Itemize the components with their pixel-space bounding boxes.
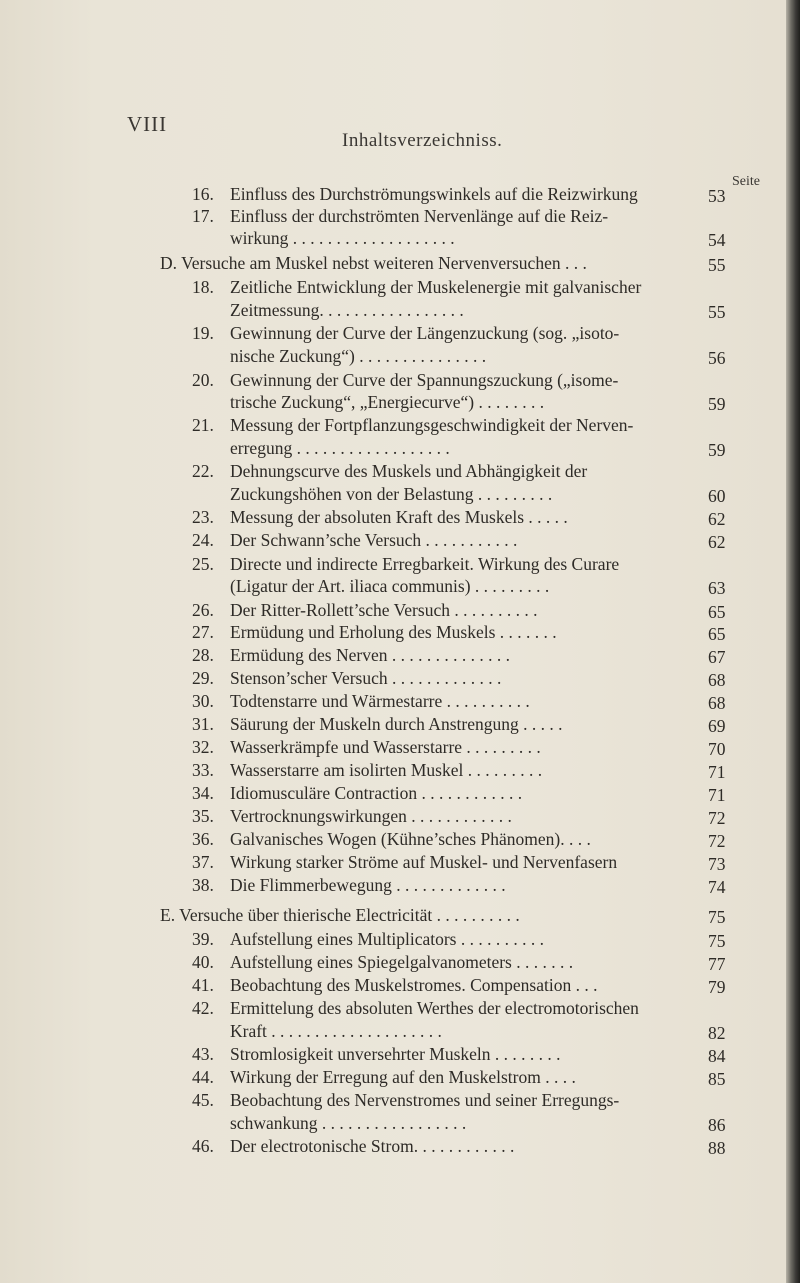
toc-entry-title: Wasserstarre am isolirten Muskel . . . . . . . . . [230, 760, 543, 780]
toc-entry-page: 68 [708, 670, 726, 690]
toc-entry-title: Dehnungscurve des Muskels und Abhängigkeit der [230, 461, 588, 481]
toc-entry-number: 29. [192, 668, 214, 688]
toc-entry-title: Galvanisches Wogen (Kühne’sches Phänomen). . . . [230, 829, 591, 849]
toc-entry-number: 33. [192, 760, 214, 780]
toc-entry-page: 59 [708, 440, 726, 460]
toc-entry-page: 86 [708, 1115, 726, 1135]
toc-entry-page: 73 [708, 854, 726, 874]
toc-entry-title: Messung der absoluten Kraft des Muskels . . . . . [230, 507, 568, 527]
toc-entry-number: 22. [192, 461, 214, 481]
toc-entry-title-continued: schwankung . . . . . . . . . . . . . . . . . [230, 1113, 467, 1133]
toc-entry-number: 42. [192, 998, 214, 1018]
toc-entry-title-continued: nische Zuckung“) . . . . . . . . . . . . . . . [230, 346, 487, 366]
toc-entry-page: 70 [708, 739, 726, 759]
toc-entry-page: 55 [708, 255, 726, 275]
toc-entry-number: 37. [192, 852, 214, 872]
toc-entry-number: 25. [192, 554, 214, 574]
toc-entry-page: 75 [708, 931, 726, 951]
toc-entry-page: 85 [708, 1069, 726, 1089]
toc-entry-page: 59 [708, 394, 726, 414]
toc-entry-title: Wirkung starker Ströme auf Muskel- und Nervenfasern [230, 852, 618, 872]
toc-entry-page: 71 [708, 762, 726, 782]
toc-entry-title-continued: (Ligatur der Art. iliaca communis) . . . . . . . . . [230, 576, 550, 596]
toc-entry-page: 54 [708, 230, 726, 250]
toc-entry-title: Wirkung der Erregung auf den Muskelstrom . . . . [230, 1067, 576, 1087]
toc-entry-page: 72 [708, 808, 726, 828]
toc-entry-page: 62 [708, 509, 726, 529]
toc-entry-page: 88 [708, 1138, 726, 1158]
toc-entry-title: Beobachtung des Muskelstromes. Compensation . . . [230, 975, 598, 995]
toc-entry-title: Vertrocknungswirkungen . . . . . . . . . . . . [230, 806, 512, 826]
toc-entry-title: Säurung der Muskeln durch Anstrengung . . . . . [230, 714, 563, 734]
toc-entry-title-continued: Zuckungshöhen von der Belastung . . . . . . . . . [230, 484, 553, 504]
toc-entry-title: Directe und indirecte Erregbarkeit. Wirkung des Curare [230, 554, 620, 574]
toc-entry-title: Der Schwann’sche Versuch . . . . . . . . . . . [230, 530, 518, 550]
toc-entry-title: Gewinnung der Curve der Spannungszuckung („isome- [230, 370, 619, 390]
toc-entry-page: 75 [708, 907, 726, 927]
toc-entry-title: Ermüdung des Nerven . . . . . . . . . . . . . . [230, 645, 510, 665]
toc-entry-number: 30. [192, 691, 214, 711]
toc-entry-page: 62 [708, 532, 726, 552]
toc-entry-page: 53 [708, 186, 726, 206]
toc-entry-page: 68 [708, 693, 726, 713]
toc-entry-number: 21. [192, 415, 214, 435]
toc-entry-page: 67 [708, 647, 726, 667]
toc-entry-page: 60 [708, 486, 726, 506]
toc-entry-title: Stenson’scher Versuch . . . . . . . . . . . . . [230, 668, 502, 688]
toc-entry-number: 17. [192, 206, 214, 226]
toc-entry-number: 43. [192, 1044, 214, 1064]
section-heading-d: D. Versuche am Muskel nebst weiteren Nervenversuchen . . . [160, 253, 587, 273]
toc-entry-page: 63 [708, 578, 726, 598]
toc-entry-number: 24. [192, 530, 214, 550]
toc-entry-number: 45. [192, 1090, 214, 1110]
toc-entry-number: 28. [192, 645, 214, 665]
toc-entry-number: 23. [192, 507, 214, 527]
toc-entry-title-continued: Kraft . . . . . . . . . . . . . . . . . . . . [230, 1021, 442, 1041]
toc-entry-number: 20. [192, 370, 214, 390]
toc-entry-number: 16. [192, 184, 214, 204]
toc-entry-title-continued: trische Zuckung“, „Energiecurve“) . . . . . . . . [230, 392, 545, 412]
toc-entry-title: Idiomusculäre Contraction . . . . . . . . . . . . [230, 783, 523, 803]
toc-entry-title: Der Ritter-Rollett’sche Versuch . . . . . . . . . . [230, 600, 538, 620]
toc-entry-number: 39. [192, 929, 214, 949]
toc-entry-title: Messung der Fortpflanzungsgeschwindigkeit der Nerven- [230, 415, 634, 435]
page-number: VIII [127, 112, 168, 136]
toc-entry-title: Zeitliche Entwicklung der Muskelenergie mit galvanischer [230, 277, 642, 297]
toc-entry-number: 31. [192, 714, 214, 734]
toc-entry-title: Todtenstarre und Wärmestarre . . . . . . . . . . [230, 691, 530, 711]
toc-entry-title: Stromlosigkeit unversehrter Muskeln . . . . . . . . [230, 1044, 561, 1064]
toc-entry-number: 36. [192, 829, 214, 849]
running-title: Inhaltsverzeichniss. [342, 130, 503, 151]
section-heading-e: E. Versuche über thierische Electricität . . . . . . . . . . [160, 905, 520, 925]
toc-entry-page: 72 [708, 831, 726, 851]
toc-entry-number: 40. [192, 952, 214, 972]
toc-entry-title: Gewinnung der Curve der Längenzuckung (sog. „isoto- [230, 323, 620, 343]
toc-entry-number: 41. [192, 975, 214, 995]
toc-entry-page: 69 [708, 716, 726, 736]
toc-entry-title-continued: Zeitmessung. . . . . . . . . . . . . . . . . [230, 300, 464, 320]
toc-entry-title: Einfluss der durchströmten Nervenlänge auf die Reiz- [230, 206, 609, 226]
toc-entry-title-continued: wirkung . . . . . . . . . . . . . . . . . . . [230, 228, 455, 248]
toc-entry-title: Einfluss des Durchströmungswinkels auf die Reizwirkung [230, 184, 638, 204]
toc-entry-number: 35. [192, 806, 214, 826]
toc-entry-number: 44. [192, 1067, 214, 1087]
toc-entry-title: Ermüdung und Erholung des Muskels . . . . . . . [230, 622, 557, 642]
page-column-label: Seite [732, 174, 760, 189]
toc-entry-title: Wasserkrämpfe und Wasserstarre . . . . . . . . . [230, 737, 541, 757]
toc-entry-page: 74 [708, 877, 726, 897]
toc-entry-page: 55 [708, 302, 726, 322]
toc-entry-number: 18. [192, 277, 214, 297]
toc-entry-page: 82 [708, 1023, 726, 1043]
toc-entry-title-continued: erregung . . . . . . . . . . . . . . . . . . [230, 438, 450, 458]
toc-entry-number: 26. [192, 600, 214, 620]
toc-entry-number: 46. [192, 1136, 214, 1156]
toc-entry-page: 65 [708, 624, 726, 644]
toc-entry-number: 19. [192, 323, 214, 343]
toc-entry-page: 71 [708, 785, 726, 805]
toc-entry-page: 56 [708, 348, 726, 368]
toc-entry-title: Aufstellung eines Multiplicators . . . . . . . . . . [230, 929, 544, 949]
toc-entry-title: Beobachtung des Nervenstromes und seiner Erregungs- [230, 1090, 620, 1110]
toc-entry-number: 27. [192, 622, 214, 642]
toc-entry-page: 79 [708, 977, 726, 997]
toc-entry-title: Der electrotonische Strom. . . . . . . . . . . . [230, 1136, 515, 1156]
toc-entry-title: Aufstellung eines Spiegelgalvanometers . . . . . . . [230, 952, 574, 972]
toc-entry-title: Die Flimmerbewegung . . . . . . . . . . . . . [230, 875, 506, 895]
toc-entry-number: 34. [192, 783, 214, 803]
toc-entry-number: 32. [192, 737, 214, 757]
toc-entry-page: 77 [708, 954, 726, 974]
page-edge-shadow [786, 0, 800, 1283]
toc-entry-page: 84 [708, 1046, 726, 1066]
toc-entry-page: 65 [708, 602, 726, 622]
toc-entry-number: 38. [192, 875, 214, 895]
toc-entry-title: Ermittelung des absoluten Werthes der electromotorischen [230, 998, 639, 1018]
